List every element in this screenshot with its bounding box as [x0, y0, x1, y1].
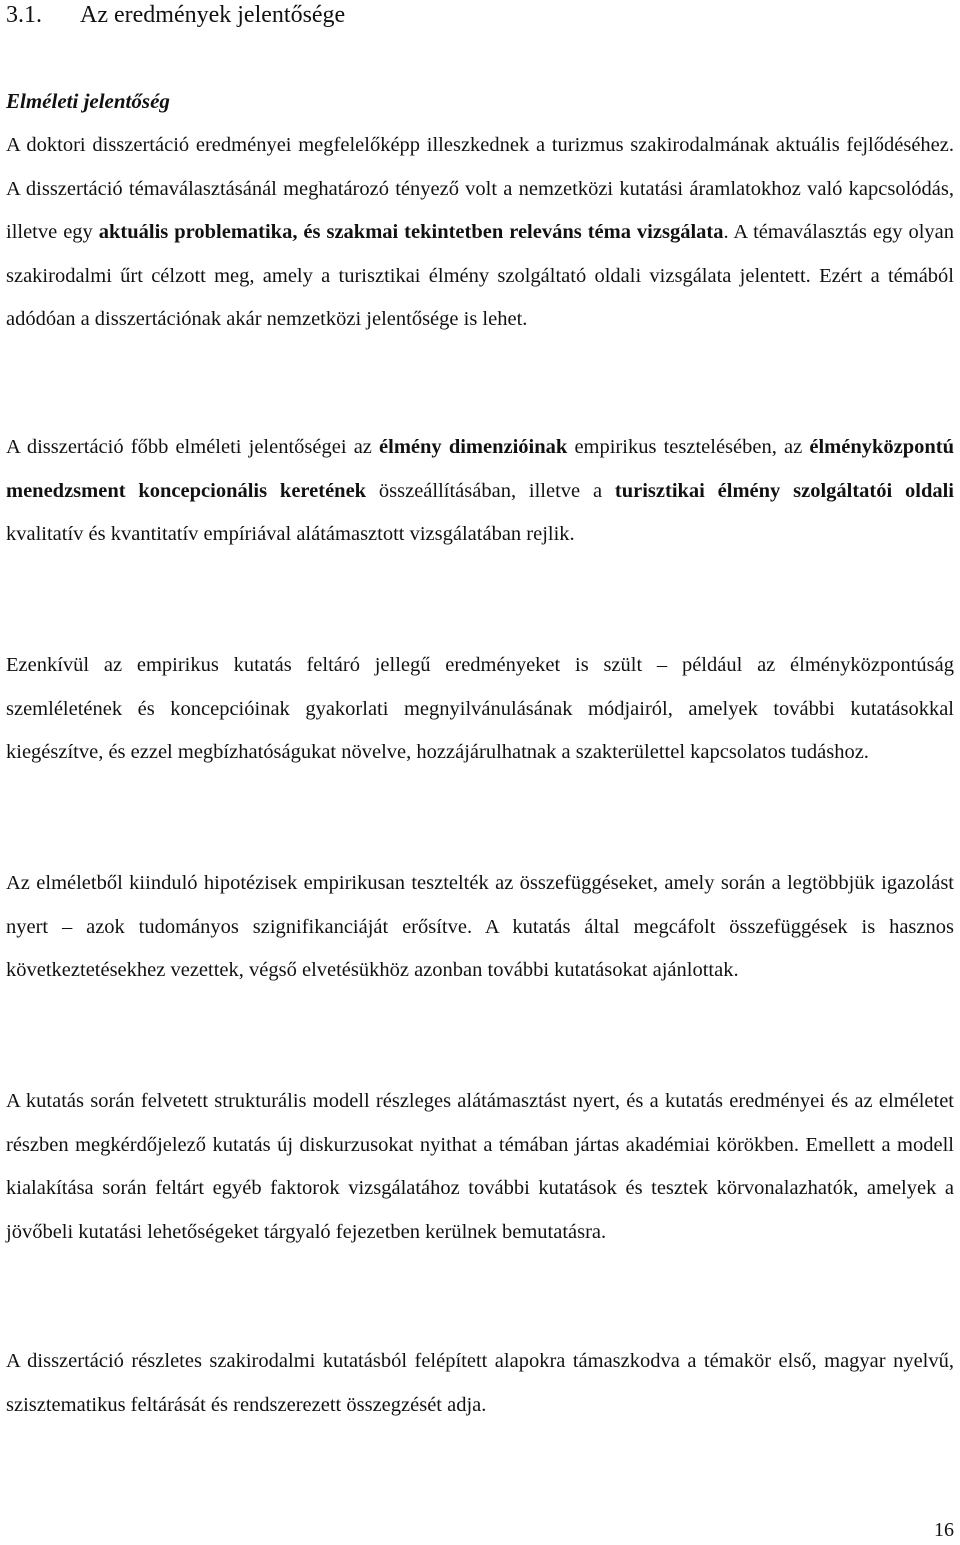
section-title: Az eredmények jelentősége — [80, 2, 346, 28]
paragraph-1-text-b: . A témaválasztás egy olyan szakirodalmi űrt célzott meg, amely a turisztikai élmény szolgáltató oldali vizsgálata jelentett. Ezért a témából adódóan a disszertációnak akár nemzetközi jelentősége is lehet. — [6, 221, 954, 331]
paragraph-4: Az elméletből kiinduló hipotézisek empirikusan tesztelték az összefüggéseket, amely során a legtöbbjük igazolást nyert – azok tudományos szignifikanciáját erősítve. A kutatás által megcáfolt összefüggések is hasznos következtetésekhez vezettek, végső elvetésükhöz azonban további kutatásokat ajánlottak. — [6, 872, 954, 982]
paragraph-2-text-c: összeállításában, illetve a — [366, 479, 615, 502]
paragraph-2-bold-a: élmény dimenzióinak — [379, 436, 568, 458]
section-heading — [6, 0, 345, 30]
paragraph-2-text-b: empirikus tesztelésében, az — [567, 436, 810, 458]
paragraph-3: Ezenkívül az empirikus kutatás feltáró jellegű eredményeket is szült – például az élményközpontúság szemléletének és koncepcióinak gyakorlati megnyilvánulásának módjairól, amelyek további kutatásokkal kiegészítve, és ezzel megbízhatóságukat növelve, hozzájárulhatnak a szakterülettel kapcsolatos tudáshoz. — [6, 654, 954, 764]
paragraph-2-bold-c: turisztikai élmény szolgáltatói oldali — [614, 479, 954, 502]
paragraph-5: A kutatás során felvetett strukturális modell részleges alátámasztást nyert, és a kutatás eredményei és az elméletet részben megkérdőjelező kutatás új diskurzusokat nyithat a témában jártas akadémiai körökben. Emellett a modell kialakítása során feltárt egyéb faktorok vizsgálatához további kutatások és tesztek körvonalazhatók, amelyek a jövőbeli kutatási lehetőségeket tárgyaló fejezetben kerülnek bemutatásra. — [6, 1090, 954, 1243]
paragraph-2-bold-b: élményközpontú menedzsment koncepcionális keretének — [6, 436, 954, 502]
paragraph-6: A disszertáció részletes szakirodalmi kutatásból felépített alapokra támaszkodva a témakör első, magyar nyelvű, szisztematikus feltárását és rendszerezett összegzését adja. — [6, 1350, 954, 1416]
subsection-heading: Elméleti jelentőség — [6, 89, 170, 113]
paragraph-2-text-d: kvalitatív és kvantitatív empíriával alátámasztott vizsgálatában rejlik. — [6, 523, 575, 546]
paragraph-1 — [6, 124, 954, 342]
paragraph-2-text-a: A disszertáció főbb elméleti jelentőségei az — [6, 436, 380, 458]
paragraph-1-text-a: A doktori disszertáció eredményei megfelelőképp illeszkednek a turizmus szakirodalmának aktuális fejlődéséhez. A disszertáció témaválasztásánál meghatározó tényező volt a nemzetközi kutatási áramlatokhoz való kapcsolódás, illetve egy — [6, 134, 954, 244]
section-number: 3.1. — [6, 2, 42, 28]
paragraph-1-bold-a: aktuális problematika, és szakmai tekintetben releváns téma vizsgálata — [98, 221, 724, 244]
paragraph-2 — [6, 426, 954, 557]
page-number: 16 — [934, 1519, 954, 1541]
